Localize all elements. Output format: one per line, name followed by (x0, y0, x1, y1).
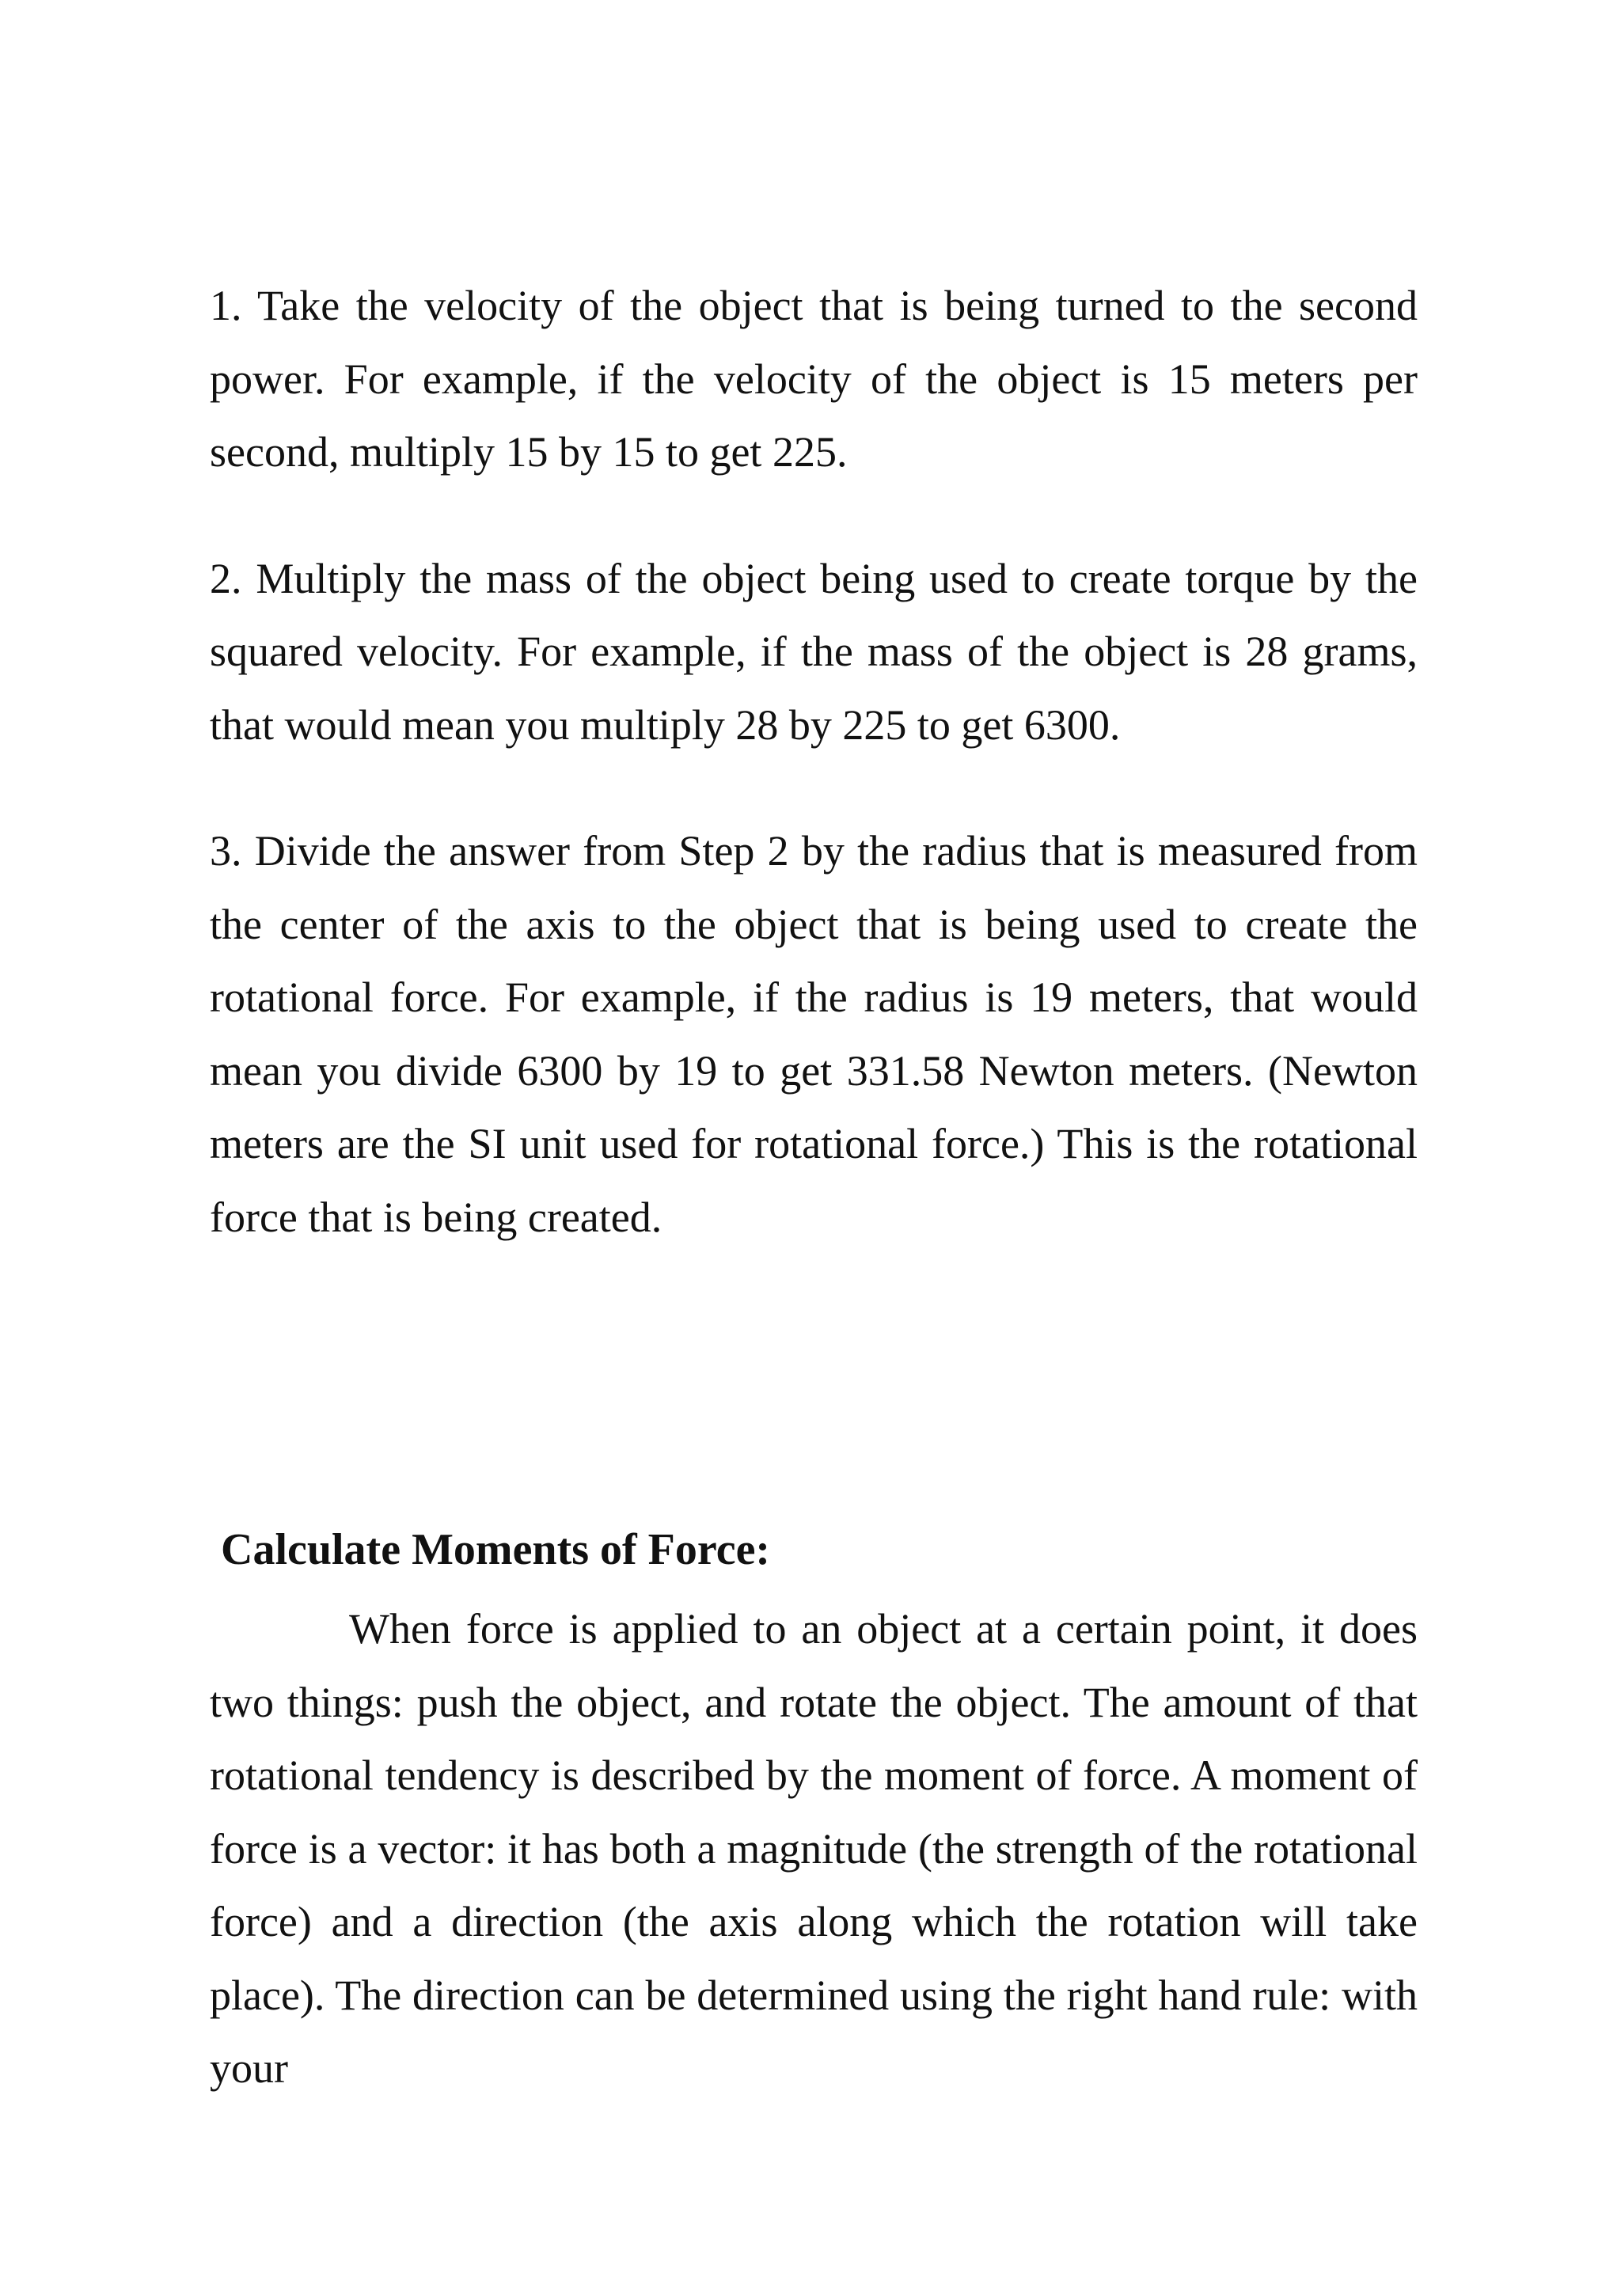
document-content (210, 269, 1418, 2105)
step-2-paragraph: 2. Multiply the mass of the object being used to create torque by the squared velocity. For example, if the mass of the object is 28 grams, that would mean you multiply 28 by 225 to get 6300. (210, 554, 1418, 749)
moments-of-force-paragraph: When force is applied to an object at a certain point, it does two things: push the object, and rotate the object. The amount of that rotational tendency is described by the moment of force. A moment of force is a vector: it has both a magnitude (the strength of the rotational force) and a direction (the axis along which the rotation will take place). The direction can be determined using the right hand rule: with your (210, 1605, 1418, 2092)
step-1-paragraph: 1. Take the velocity of the object that is being turned to the second power. For example, if the velocity of the object is 15 meters per second, multiply 15 by 15 to get 225. (210, 282, 1418, 476)
section-heading: Calculate Moments of Force: (221, 1525, 771, 1574)
step-3-paragraph: 3. Divide the answer from Step 2 by the radius that is measured from the center of the axis to the object that is being used to create the rotational force. For example, if the radius is 19 meters, that would mean you divide 6300 by 19 to get 331.58 Newton meters. (Newton meters are the SI unit used for rotational force.) This is the rotational force that is being created. (210, 827, 1418, 1241)
